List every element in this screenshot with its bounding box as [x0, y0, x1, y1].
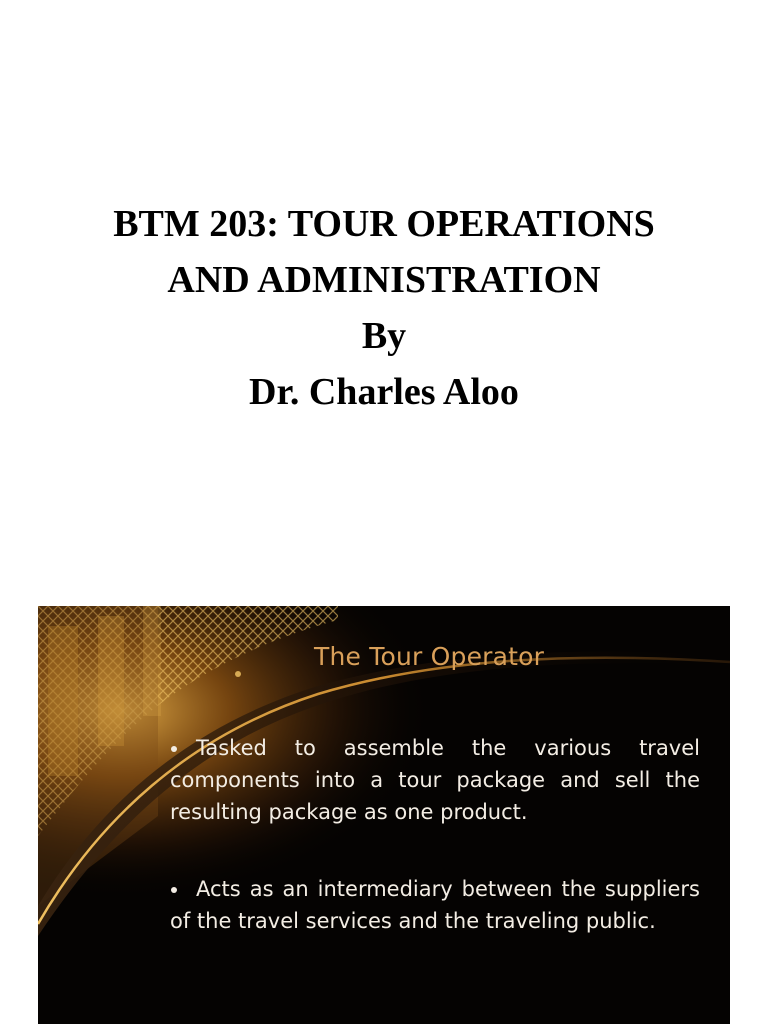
title-line-by: By [361, 315, 407, 357]
document-title [0, 196, 768, 420]
title-line-author: Dr. Charles Aloo [249, 371, 519, 413]
slide-bullet-text: Acts as an intermediary between the suppliers of the travel services and the traveling public. [170, 877, 700, 933]
title-line-course: BTM 203: TOUR OPERATIONS [113, 203, 655, 245]
slide-bullet [170, 873, 700, 937]
slide-heading: The Tour Operator [314, 642, 545, 671]
slide-bullet [170, 732, 700, 828]
slide-bullet-text: Tasked to assemble the various travel components into a tour package and sell the resulting package as one product. [170, 736, 700, 824]
slide-image [38, 606, 730, 1024]
title-line-subject: AND ADMINISTRATION [167, 259, 601, 301]
